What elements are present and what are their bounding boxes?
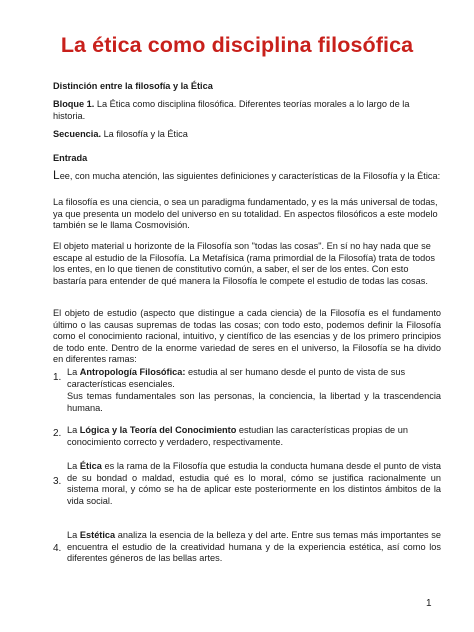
bloque-label: Bloque 1.: [53, 99, 95, 109]
list-item-4-pre: La: [67, 530, 80, 540]
page-title: La ética como disciplina filosófica: [60, 33, 414, 57]
list-number-3: 3.: [53, 476, 62, 487]
list-item-4-term: Estética: [79, 530, 116, 540]
list-item-1-pre: La: [67, 367, 80, 377]
page-number: 1: [426, 598, 432, 609]
list-number-2: 2.: [53, 428, 62, 439]
secuencia-label: Secuencia.: [53, 129, 102, 139]
drop-letter: L: [53, 168, 60, 182]
list-item-3-text: es la rama de la Filosofía que estudia la conducta humana desde el punto de vista de su bondad o maldad, estudia qué es lo moral, cómo se justifica racionalmente un sistema moral, y cómo se ha de aplicar este posteriormente en los distintos ámbitos de la vida social.: [67, 461, 441, 506]
bloque-line: [53, 99, 441, 122]
lee-text: ee, con mucha atención, las siguientes definiciones y características de la Filosofía y la Ética:: [59, 171, 441, 181]
list-item-1: [67, 367, 441, 390]
secuencia-line: [53, 129, 441, 141]
lee-instruction: [53, 170, 441, 183]
list-item-4: [67, 530, 441, 565]
list-item-3-pre: La: [67, 461, 80, 471]
list-item-2: [67, 425, 441, 448]
list-item-1-extra: Sus temas fundamentales son las personas, la conciencia, la libertad y la trascendencia humana.: [67, 391, 441, 413]
bloque-text: La Ética como disciplina filosófica. Diferentes teorías morales a lo largo de la historia.: [53, 99, 410, 121]
list-number-1: 1.: [53, 372, 62, 383]
list-item-2-term: Lógica y la Teoría del Conocimiento: [79, 425, 237, 435]
paragraph-1: La filosofía es una ciencia, o sea un paradigma fundamentado, y es la más universal de todas, ya que presenta un modelo del universo en su totalidad. En aspectos filosóficos a este modelo también se le llama Cosmovisión.: [53, 197, 438, 231]
list-item-1-text: estudia al ser humano desde el punto de vista de sus características esenciales.: [67, 367, 406, 389]
list-number-4: 4.: [53, 543, 62, 554]
paragraph-3: El objeto de estudio (aspecto que distingue a cada ciencia) de la Filosofía es el fundamento último o las causas supremas de todas las cosas; con todo esto, podemos definir la Filosofía como el conocimiento racional, intuitivo, y científico de las esencias y de los primero principios de todo ente. Dentro de la enorme variedad de seres en el universo, la Filosofía se ha divido en diferentes ramas:: [53, 308, 441, 365]
list-item-2-text: estudian las características propias de un conocimiento correcto y verdadero, respectivamente.: [67, 425, 408, 447]
secuencia-text: La filosofía y la Ética: [101, 129, 188, 139]
section-heading-distincion: Distinción entre la filosofía y la Ética: [53, 81, 213, 91]
list-item-2-pre: La: [67, 425, 80, 435]
entrada-heading: Entrada: [53, 153, 88, 163]
paragraph-2: El objeto material u horizonte de la Filosofía son "todas las cosas". En sí no hay nada que se escape al estudio de la Filosofía. La Metafísica (rama primordial de la Filosofía) trata de todos los entes, en lo que tienen de constitutivo común, a saber, el ser de los entes. Con esto bastaría para entender de qué manera la Filosofía le compete el estudio de todas las cosas.: [53, 241, 435, 286]
list-item-4-text: analiza la esencia de la belleza y del arte. Entre sus temas más importantes se encuentra el estudio de la creatividad humana y de la experiencia estética, así como los diferentes géneros de las bellas artes.: [67, 530, 442, 564]
list-item-3: [67, 461, 441, 507]
list-item-3-term: Ética: [79, 461, 102, 471]
list-item-1-term: Antropología Filosófica:: [79, 367, 186, 377]
